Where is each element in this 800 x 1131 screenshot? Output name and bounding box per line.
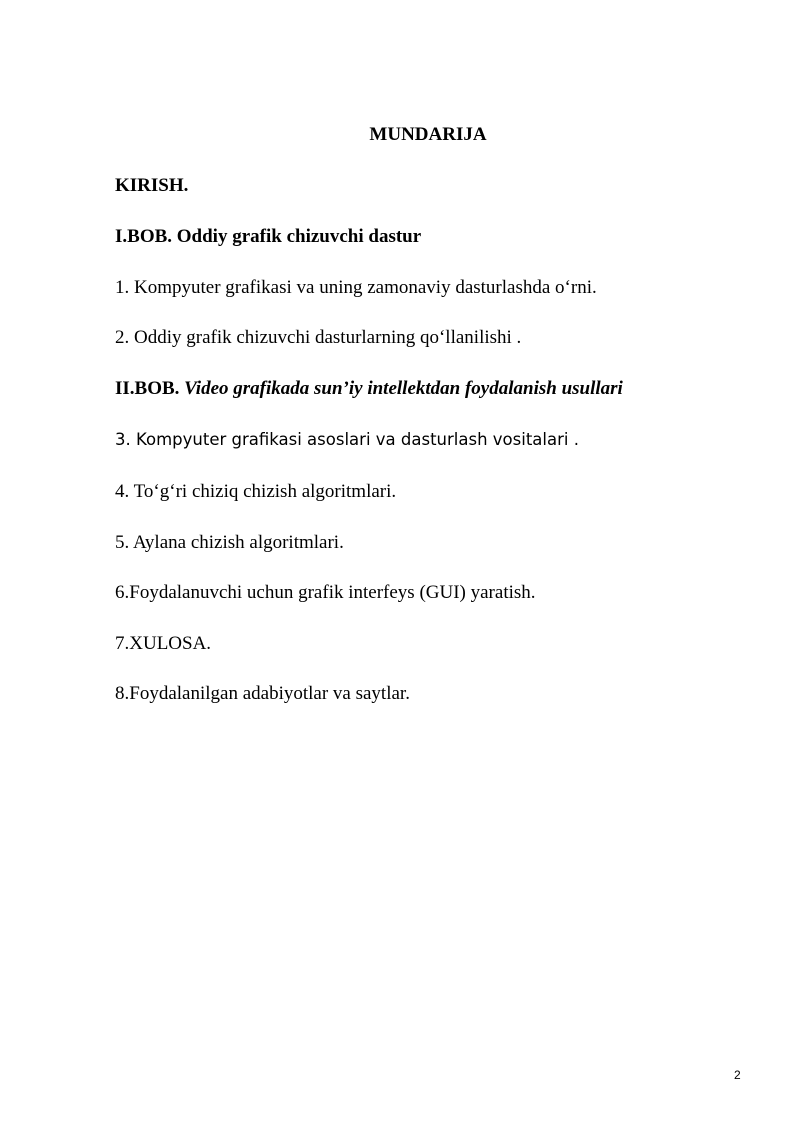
toc-chapter-2 [115,377,623,401]
toc-entry-6: 6.Foydalanuvchi uchun grafik interfeys (GUI) yaratish. [115,582,536,603]
toc-entry-1: 1. Kompyuter grafikasi va uning zamonaviy dasturlashda o‘rni. [115,277,597,298]
toc-entry-4: 4. To‘g‘ri chiziq chizish algoritmlari. [115,481,397,502]
toc-entry-kirish: KIRISH. [115,175,189,196]
toc-chapter-2-title: Video grafikada sun’iy intellektdan foydalanish usullari [184,378,623,399]
toc-entry-3: 3. Kompyuter grafikasi asoslari va dasturlash vositalari . [115,430,579,449]
page-number: 2 [734,1068,741,1082]
toc-entry-8: 8.Foydalanilgan adabiyotlar va saytlar. [115,683,410,704]
toc-entry-2: 2. Oddiy grafik chizuvchi dasturlarning qo‘llanilishi . [115,327,522,348]
toc-entry-7: 7.XULOSA. [115,633,212,654]
toc-chapter-2-prefix: II.BOB. [115,378,185,399]
toc-chapter-1: I.BOB. Oddiy grafik chizuvchi dastur [115,226,422,247]
toc-entry-5: 5. Aylana chizish algoritmlari. [115,532,344,553]
document-title: MUNDARIJA [369,124,487,145]
